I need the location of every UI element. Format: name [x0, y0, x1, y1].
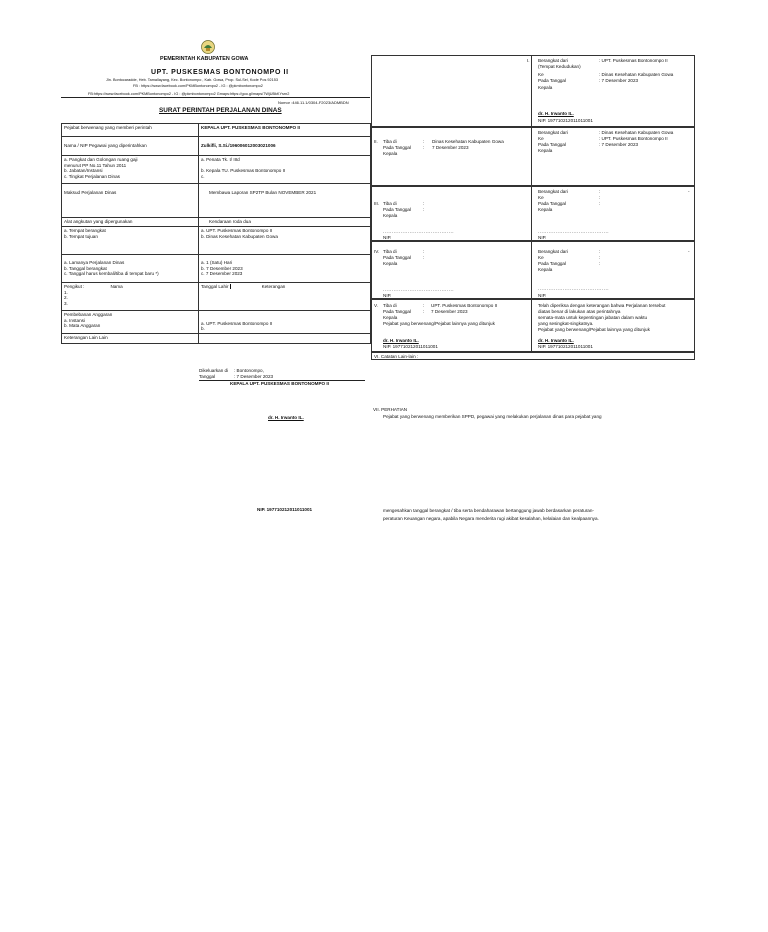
table-row: [62, 334, 371, 344]
issued-signer: dr. H. Irwanto IL.: [268, 415, 304, 420]
row-label: Nama / NIP Pegawai yang diperintahkan: [62, 137, 199, 156]
travel-row-i: I. Berangkat dari : UPT. Puskesmas Bontonompo II (Tempat Kedudukan) Ke : Dinas Kesehatan Kabupaten Gowa Pada Tanggal : 7 Desember 2023 Kepala dr. H. Irwanto IL. NIP. 197710212011011001: [371, 55, 695, 127]
table-row: [62, 137, 371, 156]
perhatian-continued-1: mengesahkan tanggal berangkat / tiba serta bendaharawan bertanggung jawab berdasarkan peraturan-: [383, 508, 594, 513]
issued-nip: NIP. 197710212011011001: [257, 507, 313, 512]
row-value: a. Penata Tk. I/ IIId b. Kepala TU. Puskesmas Bontonompo II c.: [199, 156, 371, 184]
header-fb: FB : https://www.facebook.com/PKMBontonompo2 - IG : @pkmbontonompo2: [133, 84, 263, 88]
table-row: [62, 218, 371, 227]
row-label: a. Tempat berangkat b. Tempat tujuan: [62, 227, 199, 255]
perhatian-text: Pejabat yang berwenang memberikan SPPD, pegawai yang melakukan perjalanan dinas para pejabat yang: [383, 414, 602, 419]
row-value: KEPALA UPT. PUSKESMAS BONTONOMPO II: [199, 124, 371, 137]
table-row: [62, 124, 371, 137]
row-v-signer-left: dr. H. Irwanto IL.: [383, 338, 419, 343]
issued-at-label: Dikeluarkan di: [199, 368, 229, 373]
header-line2: UPT. PUSKESMAS BONTONOMPO II: [151, 69, 289, 76]
table-row: [62, 184, 371, 218]
table-row: [62, 227, 371, 255]
row-label: Pembebanan Anggaran a. Instansi b. Mata Anggaran: [62, 311, 199, 334]
perhatian-title: VII. PERHATIAN: [373, 407, 408, 412]
document-title: SURAT PERINTAH PERJALANAN DINAS: [159, 107, 282, 114]
table-row: [62, 311, 371, 334]
row-v-nip-right: NIP. 197710212011011001: [538, 344, 593, 349]
row-v-signer-right: dr. H. Irwanto IL.: [538, 338, 574, 343]
row-v-nip-left: NIP. 197710212011011001: [383, 344, 438, 349]
row-label: Maksud Perjalanan Dinas: [62, 184, 199, 218]
row-label: Pejabat berwenang yang memberi perintah: [62, 124, 199, 137]
header-nomor: Nomor :446.11.1/0304-F2023/ADMBDN: [278, 100, 349, 105]
gowa-logo-icon: [201, 40, 215, 54]
issued-date-value: : 7 Desember 2023: [234, 374, 274, 379]
issued-at-value: : Bontonompo,: [234, 368, 264, 373]
travel-row-iii: III. Tiba di : Pada Tanggal : Kepala ........................................ NIP. Berangkat dari : - Ke : Pada Tanggal : Kepala ........................................ NIP.: [371, 186, 695, 241]
row-label: Keterangan Lain Lain: [62, 334, 199, 344]
row-label: a. Lamanya Perjalanan Dinas b. Tanggal berangkat c. Tanggal harus kembali/tiba di tempat baru *): [62, 255, 199, 283]
row-value: a. UPT. Puskesmas Bontonompo II b.: [199, 311, 371, 334]
row-label: Alat angkutan yang dipergunakan: [62, 218, 199, 227]
row-value: Kendaraan roda dua: [199, 218, 371, 227]
header-line1: PEMERINTAH KABUPATEN GOWA: [160, 56, 249, 62]
travel-row-vi: [371, 352, 695, 360]
sppd-main-table: [61, 123, 371, 344]
row-value: [199, 283, 371, 311]
issued-date-label: Tanggal: [199, 374, 216, 379]
row-value: Membawa Laporan SP2TP Bulan NOVEMBER 2021: [199, 184, 371, 218]
header-links: FB:https://www.facebook.com/PKMBontonompo2 - IG : @pkmbontonompo2 Gmaps:https://goo.gl/maps/7WjUBkKYsrn2: [88, 92, 290, 96]
row-label: a. Pangkat dan Golongan ruang gaji menurut PP No.11 Tahun 2011 b. Jabatan/Instansi c. Tingkat Perjalanan Dinas: [62, 156, 199, 184]
row-value: Zulkifli, S.Si./196006012003021006: [199, 137, 371, 156]
catatan-lain: VI. Catatan Lain-lain :: [374, 354, 419, 359]
table-row: [62, 283, 371, 311]
travel-row-ii: II. Tiba di : Dinas Kesehatan Kabupaten Gowa Pada Tanggal : 7 Desember 2023 Kepala Berangkat dari : Dinas Kesehatan Kabupaten Gowa Ke : UPT. Puskesmas Bontonompo II Pada Tanggal : 7 Desember 2023 Kepala: [371, 127, 695, 186]
row-i-signer: dr. H. Irwanto IL.: [538, 111, 574, 116]
row-label: Pengikut : Nama 1. 2. 3.: [62, 283, 199, 311]
tanggal-lahir-label: Tanggal Lahir: [201, 284, 229, 289]
row-value: a. UPT. Puskesmas Bontonompo II b. Dinas Kesehatan Kabupaten Gowa: [199, 227, 371, 255]
perhatian-continued-2: peraturan Keuangan negara, apabila Negara menderita rugi akibat kesalahan, kelalaian dan kealpaannya.: [383, 516, 599, 521]
travel-row-v: V. Tiba di : UPT. Puskesmas Bontonompo II Pada Tanggal : 7 Desember 2023 Kepala Pejabat yang berwenang/Pejabat lainnya yang ditunjuk dr. H. Irwanto IL. NIP. 197710212011011001 Telah diperiksa dengan keterangan bahwa Perjalanan tersebut diatas benar di lakukan atas perintahnya semata-mata untuk kepentingan jabatan dalam waktu yang sesingkat-singkatnya. Pejabat yang berwenang/Pejabat lainnya yang ditunjuk dr. H. Irwanto IL. NIP. 197710212011011001: [371, 299, 695, 352]
travel-row-iv: IV. Tiba di : Pada Tanggal : Kepala ........................................ NIP. Berangkat dari : - Ke : Pada Tanggal : Kepala ........................................ NIP.: [371, 241, 695, 299]
row-value: [199, 334, 371, 344]
pengikut-label: Pengikut :: [64, 284, 85, 289]
keterangan-label: Keterangan: [261, 284, 286, 289]
table-row: [62, 156, 371, 184]
row-value: a. 1 (Satu) Hari b. 7 Desember 2023 c. 7 Desember 2023: [199, 255, 371, 283]
nama-label: Nama: [110, 284, 123, 289]
header-address: Jln. Bontocaradde, Heb. Tamallayang, Kec. Bontonompo , Kab. Gowa, Prop. Sul-Sel, Kode Pos 92153: [106, 78, 278, 82]
table-row: [62, 255, 371, 283]
row-i-nip: NIP. 197710212011011001: [538, 118, 593, 123]
issued-office: KEPALA UPT. PUSKESMAS BONTONOMPO II: [230, 381, 329, 386]
